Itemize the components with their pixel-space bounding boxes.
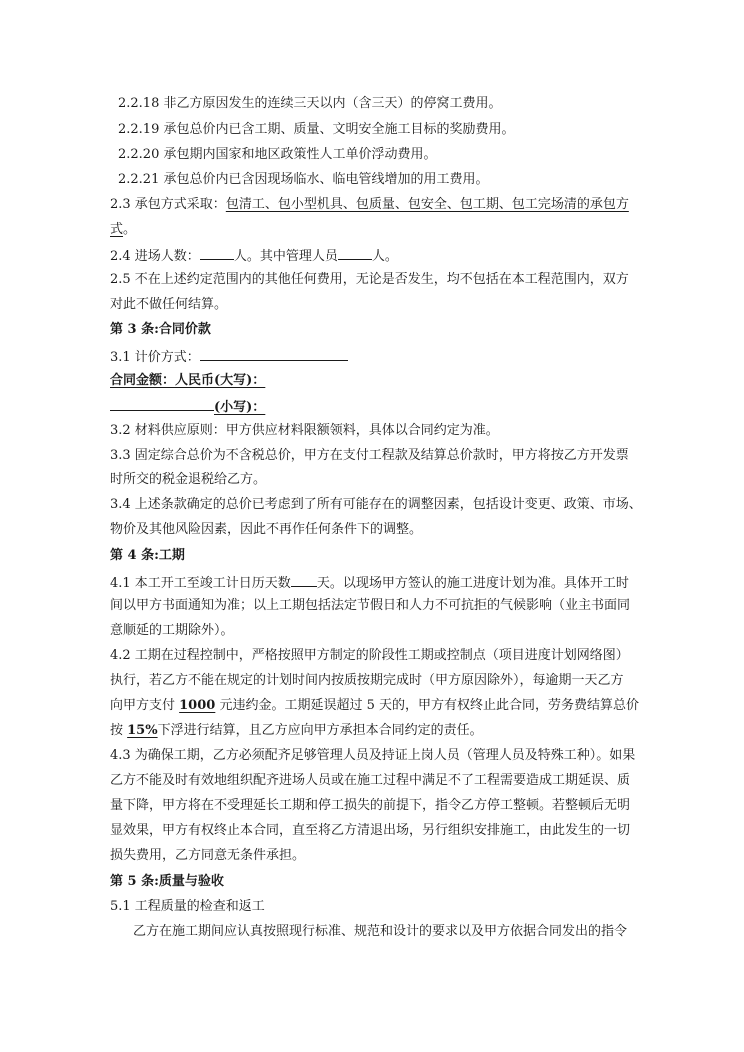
clause-3-4: 3.4 上述条款确定的总价已考虑到了所有可能存在的调整因素，包括设计变更、政策、市场、	[110, 497, 642, 512]
clause-4-1	[110, 573, 744, 592]
clause-2-3-cont	[110, 222, 744, 238]
clause-2-4-label: 2.4 进场人数：	[110, 249, 200, 264]
article-5-heading: 第 5 条:质量与验收	[110, 874, 224, 889]
clause-3-2: 3.2 材料供应原则：甲方供应材料限额领料，具体以合同约定为准。	[110, 423, 499, 438]
clause-2-3-label: 2.3 承包方式采取：	[110, 197, 226, 212]
article-3-heading: 第 3 条:合同价款	[110, 322, 211, 337]
contract-mode-value-cont: 式	[110, 222, 124, 237]
clause-2-2-21: 2.2.21 承包总价内已含因现场临水、临电管线增加的用工费用。	[118, 172, 489, 187]
penalty-amount: 1000	[179, 698, 216, 713]
headcount-blank[interactable]	[200, 246, 234, 260]
clause-4-1-rest: 天。以现场甲方签认的施工进度计划为准。具体开工时	[316, 576, 629, 591]
clause-4-1-cont1: 间以甲方书面通知为准；以上工期包括法定节假日和人力不可抗拒的气候影响（业主书面同	[110, 598, 631, 613]
duration-days-blank[interactable]	[291, 573, 317, 587]
pricing-method-blank[interactable]	[200, 347, 348, 361]
penalty-prefix: 向甲方支付	[110, 698, 180, 713]
amount-lowercase-blank[interactable]	[110, 397, 214, 411]
period: 。	[123, 222, 137, 237]
clause-4-1-label: 4.1 本工开工至竣工计日历天数	[110, 576, 291, 591]
clause-2-3	[110, 197, 744, 213]
clause-4-2-cont1: 执行，若乙方不能在规定的计划时间内按质按期完成时（甲方原因除外），每逾期一天乙方	[110, 673, 624, 688]
clause-2-4	[110, 246, 744, 265]
clause-4-2: 4.2 工期在过程控制中，严格按照甲方制定的阶段性工期或控制点（项目进度计划网络图）	[110, 648, 629, 663]
manager-count-blank[interactable]	[338, 246, 372, 260]
clause-4-3-cont1: 乙方不能及时有效地组织配齐进场人员或在施工过程中满足不了工程需要造成工期延误、质	[110, 773, 631, 788]
clause-3-3-cont: 时所交的税金退税给乙方。	[110, 472, 267, 487]
discount-prefix: 按	[110, 723, 128, 738]
clause-2-2-20: 2.2.20 承包期内国家和地区政策性人工单价浮动费用。	[118, 147, 437, 162]
clause-4-3: 4.3 为确保工期，乙方必须配齐足够管理人员及持证上岗人员（管理人员及特殊工种）。如果	[110, 748, 636, 763]
clause-2-2-18: 2.2.18 非乙方原因发生的连续三天以内（含三天）的停窝工费用。	[118, 96, 502, 111]
clause-3-3: 3.3 固定综合总价为不含税总价，甲方在支付工程款及结算总价款时，甲方将按乙方开发票	[110, 448, 629, 463]
clause-4-2-cont3	[110, 723, 744, 739]
clause-4-2-cont2	[110, 698, 744, 714]
clause-2-4-mid: 人。其中管理人员	[233, 249, 338, 264]
clause-2-5: 2.5 不在上述约定范围内的其他任何费用，无论是否发生，均不包括在本工程范围内，双方	[110, 272, 629, 287]
penalty-suffix: 元违约金。工期延误超过 5 天的，甲方有权终止此合同，劳务费结算总价	[215, 698, 639, 713]
discount-rate: 15%	[127, 723, 158, 738]
clause-3-1-label: 3.1 计价方式：	[110, 350, 200, 365]
clause-5-1: 5.1 工程质量的检查和返工	[110, 899, 265, 914]
clause-2-2-19: 2.2.19 承包总价内已含工期、质量、文明安全施工目标的奖励费用。	[118, 122, 515, 137]
clause-5-1-body: 乙方在施工期间应认真按照现行标准、规范和设计的要求以及甲方依据合同发出的指令	[133, 924, 628, 939]
discount-suffix: 下浮进行结算，且乙方应向甲方承担本合同约定的责任。	[157, 723, 483, 738]
contract-amount-uppercase: 合同金额：人民币(大写)：	[110, 373, 266, 388]
clause-2-4-end: 人。	[371, 249, 398, 264]
clause-2-5-cont: 对此不做任何结算。	[110, 297, 228, 312]
clause-4-3-cont4: 损失费用，乙方同意无条件承担。	[110, 848, 306, 863]
article-4-heading: 第 4 条:工期	[110, 548, 185, 563]
lowercase-label: (小写)：	[214, 400, 266, 415]
clause-3-4-cont: 物价及其他风险因素，因此不再作任何条件下的调整。	[110, 522, 423, 537]
contract-mode-value: 包清工、包小型机具、包质量、包安全、包工期、包工完场清的承包方	[225, 197, 629, 212]
contract-amount-lowercase	[110, 397, 744, 416]
clause-4-3-cont3: 显效果，甲方有权终止本合同，直至将乙方清退出场，另行组织安排施工，由此发生的一切	[110, 823, 631, 838]
clause-4-1-cont2: 意顺延的工期除外）。	[110, 623, 234, 638]
clause-3-1	[110, 347, 744, 366]
clause-4-3-cont2: 量下降，甲方将在不受理延长工期和停工损失的前提下，指令乙方停工整顿。若整顿后无明	[110, 798, 631, 813]
